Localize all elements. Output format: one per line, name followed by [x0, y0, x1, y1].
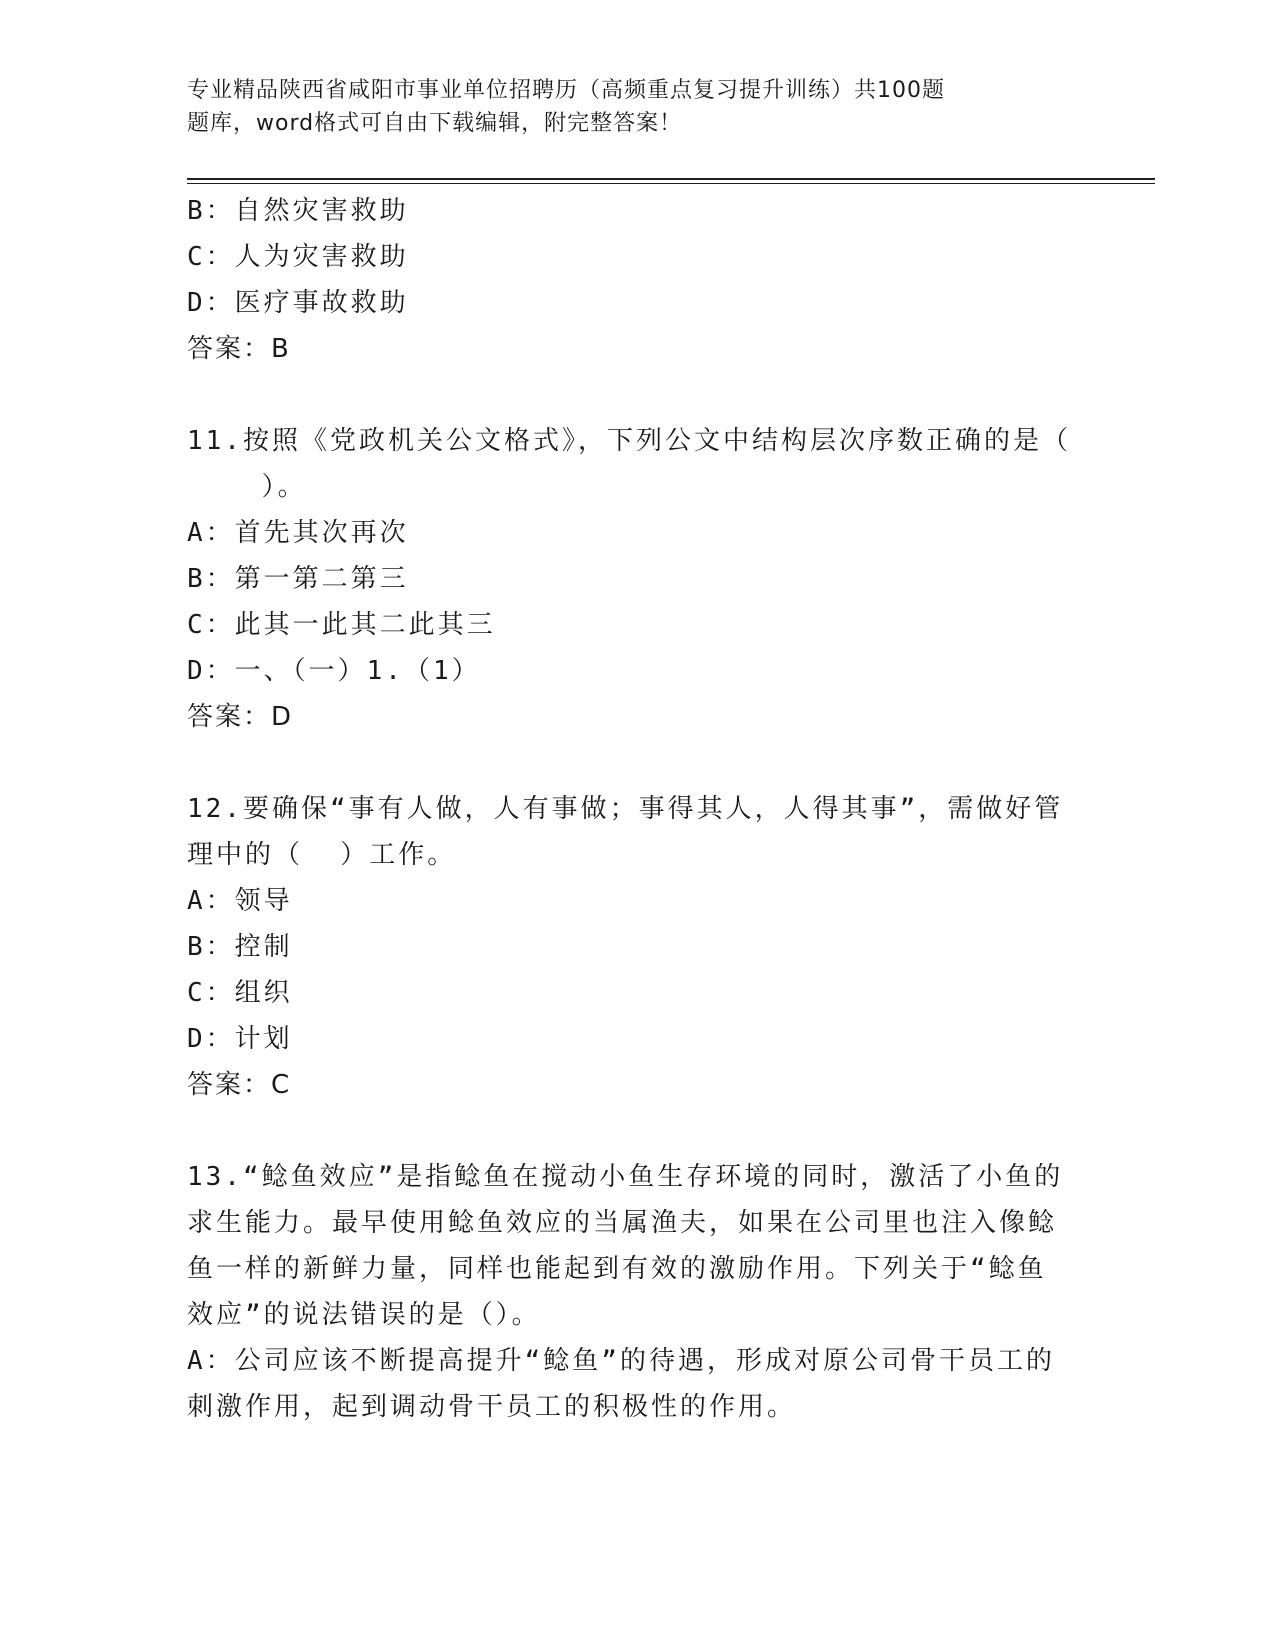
answer-line: 答案：C: [187, 1070, 292, 1100]
question-10: [187, 188, 1077, 372]
header-title-line-2: 题库，word格式可自由下载编辑，附完整答案！: [187, 111, 683, 136]
question-text-line-4: 效应”的说法错误的是（）。: [187, 1300, 541, 1330]
question-text-line-2: 理中的（ ）工作。: [187, 840, 457, 870]
option-d: D：一、（一）1.（1）: [187, 656, 481, 686]
option-a-line-1: A：公司应该不断提高提升“鲶鱼”的待遇，形成对原公司骨干员工的: [187, 1346, 1055, 1376]
question-text-line-1: 11.按照《党政机关公文格式》，下列公文中结构层次序数正确的是（: [187, 426, 1071, 456]
header-divider-thin: [187, 183, 1155, 184]
option-c: C：人为灾害救助: [187, 242, 409, 272]
question-12: [187, 786, 1077, 1108]
option-b: B：第一第二第三: [187, 564, 409, 594]
option-d: D：医疗事故救助: [187, 288, 409, 318]
option-b: B：控制: [187, 932, 293, 962]
option-c: C：此其一此其二此其三: [187, 610, 496, 640]
answer-line: 答案：B: [187, 334, 291, 364]
document-body: [187, 188, 1077, 1430]
option-d: D：计划: [187, 1024, 293, 1054]
document-header: [187, 74, 1007, 140]
answer-line: 答案：D: [187, 702, 294, 732]
option-a-line-2: 刺激作用，起到调动骨干员工的积极性的作用。: [187, 1392, 797, 1422]
option-c: C：组织: [187, 978, 293, 1008]
option-a: A：领导: [187, 886, 293, 916]
question-text-line-1: 12.要确保“事有人做，人有事做；事得其人，人得其事”，需做好管: [187, 794, 1064, 824]
spacer: [187, 1108, 1077, 1154]
question-text-line-1: 13.“鲶鱼效应”是指鲶鱼在搅动小鱼生存环境的同时，激活了小鱼的: [187, 1162, 1064, 1192]
header-divider-thick: [187, 178, 1155, 180]
option-a: A：首先其次再次: [187, 518, 409, 548]
question-text-line-3: 鱼一样的新鲜力量，同样也能起到有效的激励作用。下列关于“鲶鱼: [187, 1254, 1047, 1284]
spacer: [187, 740, 1077, 786]
header-title-line-1: 专业精品陕西省咸阳市事业单位招聘历（高频重点复习提升训练）共100题: [187, 78, 945, 103]
question-text-line-2: ）。: [187, 472, 307, 502]
option-b: B：自然灾害救助: [187, 196, 409, 226]
question-11: [187, 418, 1077, 740]
spacer: [187, 372, 1077, 418]
question-13: [187, 1154, 1077, 1430]
question-text-line-2: 求生能力。最早使用鲶鱼效应的当属渔夫，如果在公司里也注入像鲶: [187, 1208, 1058, 1238]
